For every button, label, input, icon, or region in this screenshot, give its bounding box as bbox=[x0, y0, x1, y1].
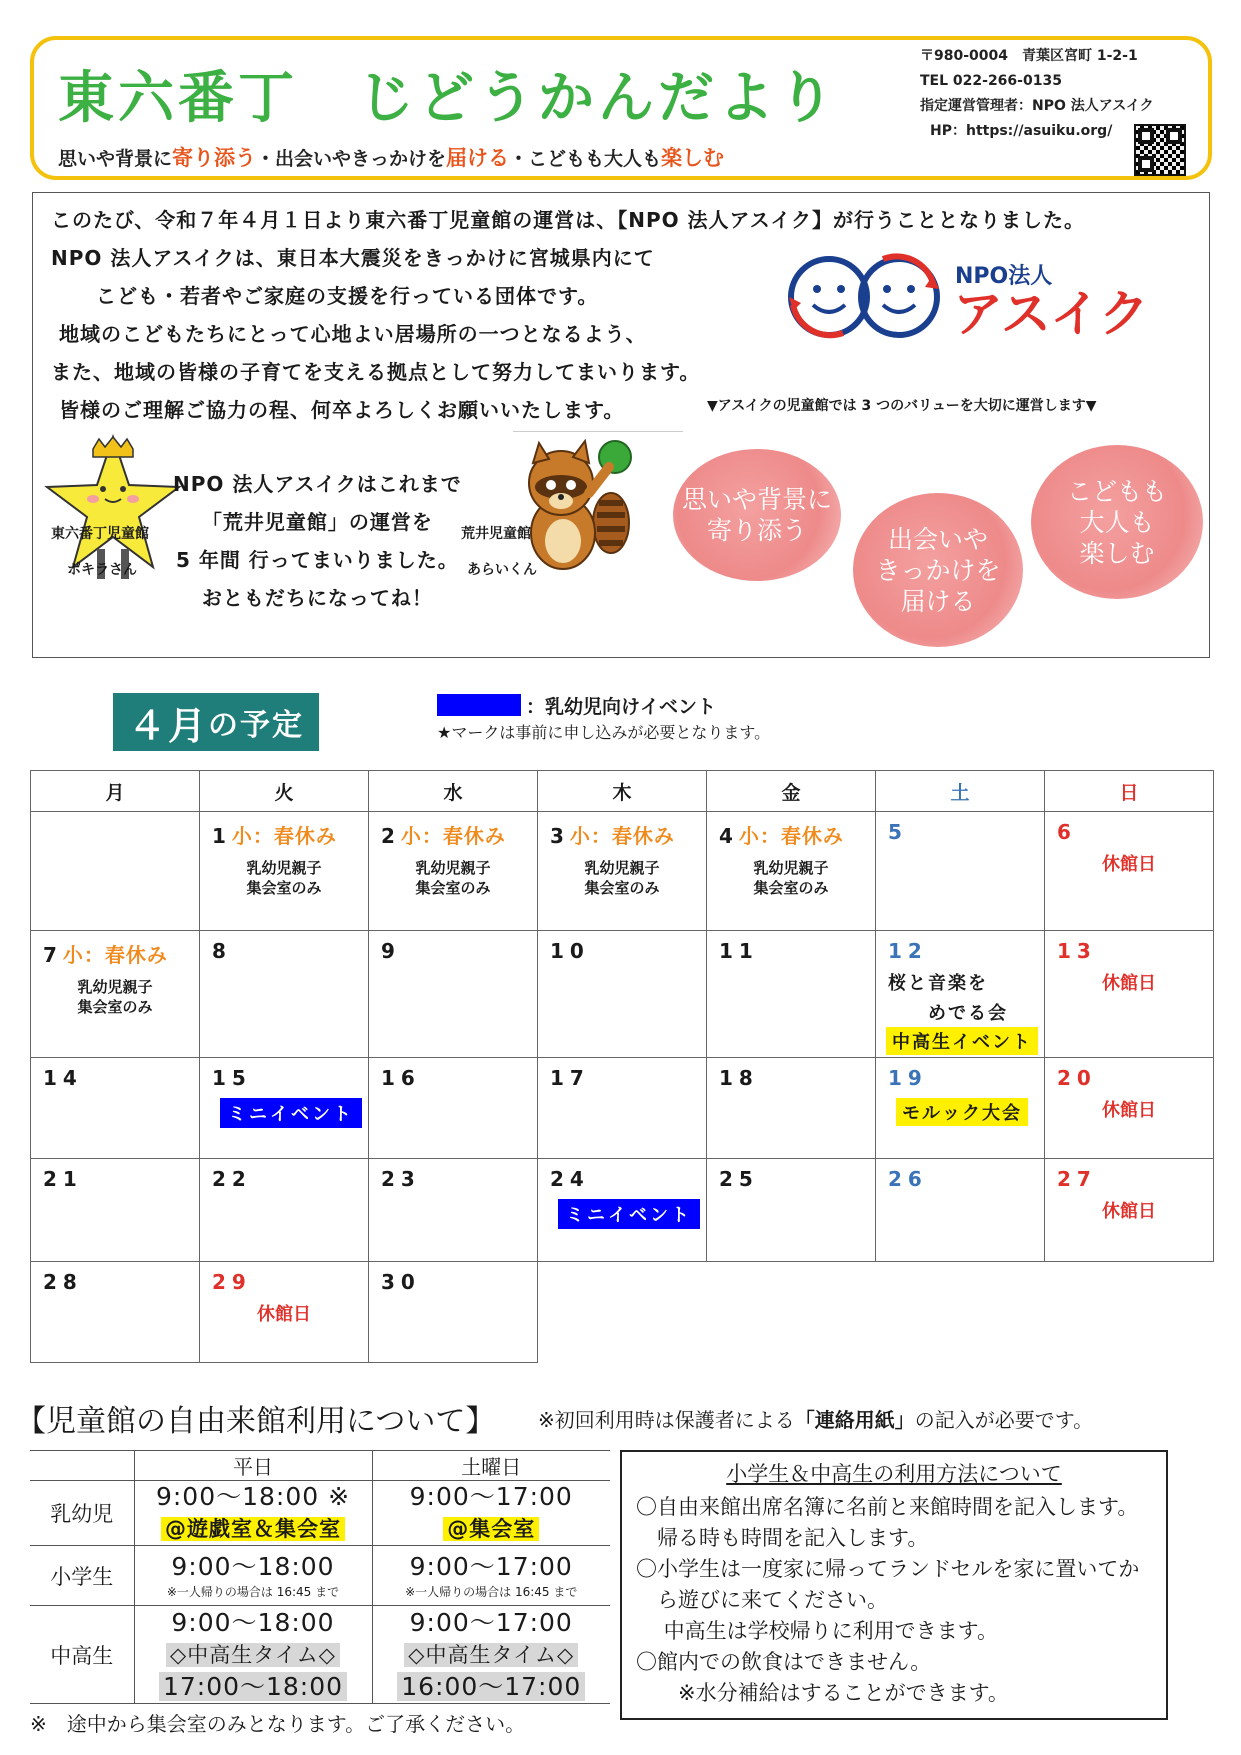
closed-label: 休館日 bbox=[1102, 1100, 1156, 1121]
table-row: 乳幼児 9:00～18:00 ※ @遊戯室＆集会室 9:00～17:00 @集会室 bbox=[30, 1481, 610, 1546]
day-cell-15: 15 ミニイベント bbox=[199, 1057, 369, 1159]
char1-name: ポキラさん bbox=[67, 562, 137, 578]
closed-label: 休館日 bbox=[257, 1304, 311, 1325]
free-visit-title: 【児童館の自由来館利用について】 bbox=[16, 1404, 496, 1439]
weekday-sun: 日 bbox=[1044, 770, 1214, 812]
closed-label: 休館日 bbox=[1102, 1201, 1156, 1222]
intro-text: このたび、令和７年４月１日より東六番丁児童館の運営は、【NPO 法人アスイク】が行うこととなりました。 NPO 法人アスイクは、東日本大震災をきっかけに宮城県内にて こども・若者やご家庭の支援を行っている団体です。 地域のこどもたちにとって心地よい居場所の一つとなるよう、 また、地域の皆様の子育てを支える拠点として努力してまいります。 皆様のご理解ご協力の程、何卒よろしくお願いいたします。 bbox=[51, 208, 1085, 422]
day-cell-9: 9 bbox=[368, 930, 538, 1058]
closed-label: 休館日 bbox=[1102, 973, 1156, 994]
header-frame bbox=[30, 36, 1212, 180]
table-footnote: ※ 途中から集会室のみとなります。ご了承ください。 bbox=[30, 1712, 526, 1736]
mini-event-tag: ミニイベント bbox=[558, 1199, 700, 1229]
career-text: NPO 法人アスイクはこれまで 「荒井児童館」の運営を 5 年間 行ってまいりました。 おともだちになってね！ bbox=[173, 472, 462, 610]
legend-text: ：乳幼児向けイベント bbox=[526, 696, 717, 718]
values-note: ▼アスイクの児童館では 3 つのバリューを大切に運営します▼ bbox=[707, 398, 1097, 414]
usage-box: 小学生＆中高生の利用方法について 〇自由来館出席名簿に名前と来館時間を記入します。 帰る時も時間を記入します。 〇小学生は一度家に帰ってランドセルを家に置いてか ら遊びに来てください。 中高生は学校帰りに利用できます。 〇館内での飲食はできません。 ※水分補給はすることができます。 bbox=[620, 1450, 1168, 1720]
logo-big-text: アスイク bbox=[953, 285, 1149, 343]
day-cell-11: 11 bbox=[706, 930, 876, 1058]
day-cell-20: 20 休館日 bbox=[1044, 1057, 1214, 1159]
calendar-header bbox=[30, 770, 1220, 812]
day-cell-14: 14 bbox=[30, 1057, 200, 1159]
asuiku-logo bbox=[783, 245, 1183, 345]
day-cell-19: 19 モルック大会 bbox=[875, 1057, 1045, 1159]
char2-name: あらいくん bbox=[467, 562, 537, 578]
value-bubble-1: 思いや背景に 寄り添う bbox=[673, 449, 841, 581]
telephone: TEL 022-266-0135 bbox=[920, 73, 1062, 89]
usage-title: 小学生＆中高生の利用方法について bbox=[726, 1462, 1062, 1486]
weekday-tue: 火 bbox=[199, 770, 369, 812]
day-cell-25: 25 bbox=[706, 1158, 876, 1262]
day-cell-13: 13 休館日 bbox=[1044, 930, 1214, 1058]
col-weekday: 平日 bbox=[134, 1451, 372, 1481]
day-cell-21: 21 bbox=[30, 1158, 200, 1262]
day-cell-30: 30 bbox=[368, 1261, 538, 1363]
table-row: 中高生 9:00～18:00 ◇中高生タイム◇ 17:00～18:00 9:00～17:00 ◇中高生タイム◇ 16:00～17:00 bbox=[30, 1606, 610, 1704]
weekday-fri: 金 bbox=[706, 770, 876, 812]
intro-box bbox=[32, 192, 1210, 658]
contact-info bbox=[920, 44, 1154, 144]
sakura-event: 桜と音楽を めでる会 bbox=[888, 973, 1008, 1024]
day-cell-2: 2小：春休み 乳幼児親子 集会室のみ bbox=[368, 811, 538, 931]
qr-code-icon[interactable] bbox=[1134, 124, 1186, 176]
legend-note: ★マークは事前に申し込みが必要となります。 bbox=[437, 723, 771, 742]
hours-table bbox=[30, 1450, 610, 1704]
newsletter-title: 東六番丁 じどうかんだより bbox=[58, 66, 838, 131]
free-visit-note: ※初回利用時は保護者による「連絡用紙」の記入が必要です。 bbox=[538, 1408, 1094, 1432]
calendar-week-4 bbox=[30, 1158, 1220, 1262]
weekday-thu: 木 bbox=[537, 770, 707, 812]
calendar-week-5 bbox=[30, 1261, 1220, 1363]
table-row: 小学生 9:00～18:00 ※一人帰りの場合は 16:45 まで 9:00～17:00 ※一人帰りの場合は 16:45 まで bbox=[30, 1546, 610, 1606]
schedule-title: ４月 の予定 bbox=[113, 693, 319, 751]
weekday-wed: 水 bbox=[368, 770, 538, 812]
day-cell-8: 8 bbox=[199, 930, 369, 1058]
smiley-faces-icon bbox=[789, 256, 939, 335]
calendar-week-2 bbox=[30, 930, 1220, 1058]
hours-table-header bbox=[30, 1451, 610, 1481]
mini-event-tag: ミニイベント bbox=[220, 1098, 362, 1128]
legend-color-box bbox=[437, 694, 521, 716]
day-cell-5: 5 bbox=[875, 811, 1045, 931]
day-cell-10: 10 bbox=[537, 930, 707, 1058]
calendar-week-1 bbox=[30, 811, 1220, 931]
day-cell-empty bbox=[30, 811, 200, 931]
teen-event-tag: 中高生イベント bbox=[886, 1027, 1038, 1055]
day-cell-28: 28 bbox=[30, 1261, 200, 1363]
day-cell-26: 26 bbox=[875, 1158, 1045, 1262]
logo-small-text: NPO法人 bbox=[955, 264, 1053, 289]
weekday-mon: 月 bbox=[30, 770, 200, 812]
day-cell-1: 1小：春休み 乳幼児親子 集会室のみ bbox=[199, 811, 369, 931]
tagline: 思いや背景に寄り添う・出会いやきっかけを届ける・こどもも大人も楽しむ bbox=[58, 146, 725, 170]
weekday-sat: 土 bbox=[875, 770, 1045, 812]
molkky-event-tag: モルック大会 bbox=[896, 1098, 1028, 1126]
day-cell-18: 18 bbox=[706, 1057, 876, 1159]
value-bubble-2: 出会いや きっかけを 届ける bbox=[853, 493, 1023, 647]
manager: 指定運営管理者：NPO 法人アスイク bbox=[920, 98, 1154, 114]
day-cell-27: 27 休館日 bbox=[1044, 1158, 1214, 1262]
day-cell-12: 12 桜と音楽を めでる会 中高生イベント bbox=[875, 930, 1045, 1058]
homepage-link[interactable]: HP：https://asuiku.org/ bbox=[930, 123, 1113, 139]
day-cell-24: 24 ミニイベント bbox=[537, 1158, 707, 1262]
day-cell-3: 3小：春休み 乳幼児親子 集会室のみ bbox=[537, 811, 707, 931]
day-cell-4: 4小：春休み 乳幼児親子 集会室のみ bbox=[706, 811, 876, 931]
value-bubble-3: こどもも 大人も 楽しむ bbox=[1031, 445, 1203, 599]
address: 〒980-0004 青葉区宮町 1-2-1 bbox=[920, 48, 1138, 64]
char2-place: 荒井児童館 bbox=[461, 526, 531, 542]
day-cell-22: 22 bbox=[199, 1158, 369, 1262]
char1-place: 東六番丁児童館 bbox=[51, 526, 149, 542]
day-cell-29: 29 休館日 bbox=[199, 1261, 369, 1363]
day-cell-23: 23 bbox=[368, 1158, 538, 1262]
col-saturday: 土曜日 bbox=[372, 1451, 610, 1481]
day-cell-6: 6 休館日 bbox=[1044, 811, 1214, 931]
day-cell-16: 16 bbox=[368, 1057, 538, 1159]
divider bbox=[513, 431, 683, 432]
day-cell-7: 7小：春休み 乳幼児親子 集会室のみ bbox=[30, 930, 200, 1058]
calendar-week-3 bbox=[30, 1057, 1220, 1159]
closed-label: 休館日 bbox=[1102, 854, 1156, 875]
day-cell-17: 17 bbox=[537, 1057, 707, 1159]
calendar bbox=[30, 770, 1220, 1363]
